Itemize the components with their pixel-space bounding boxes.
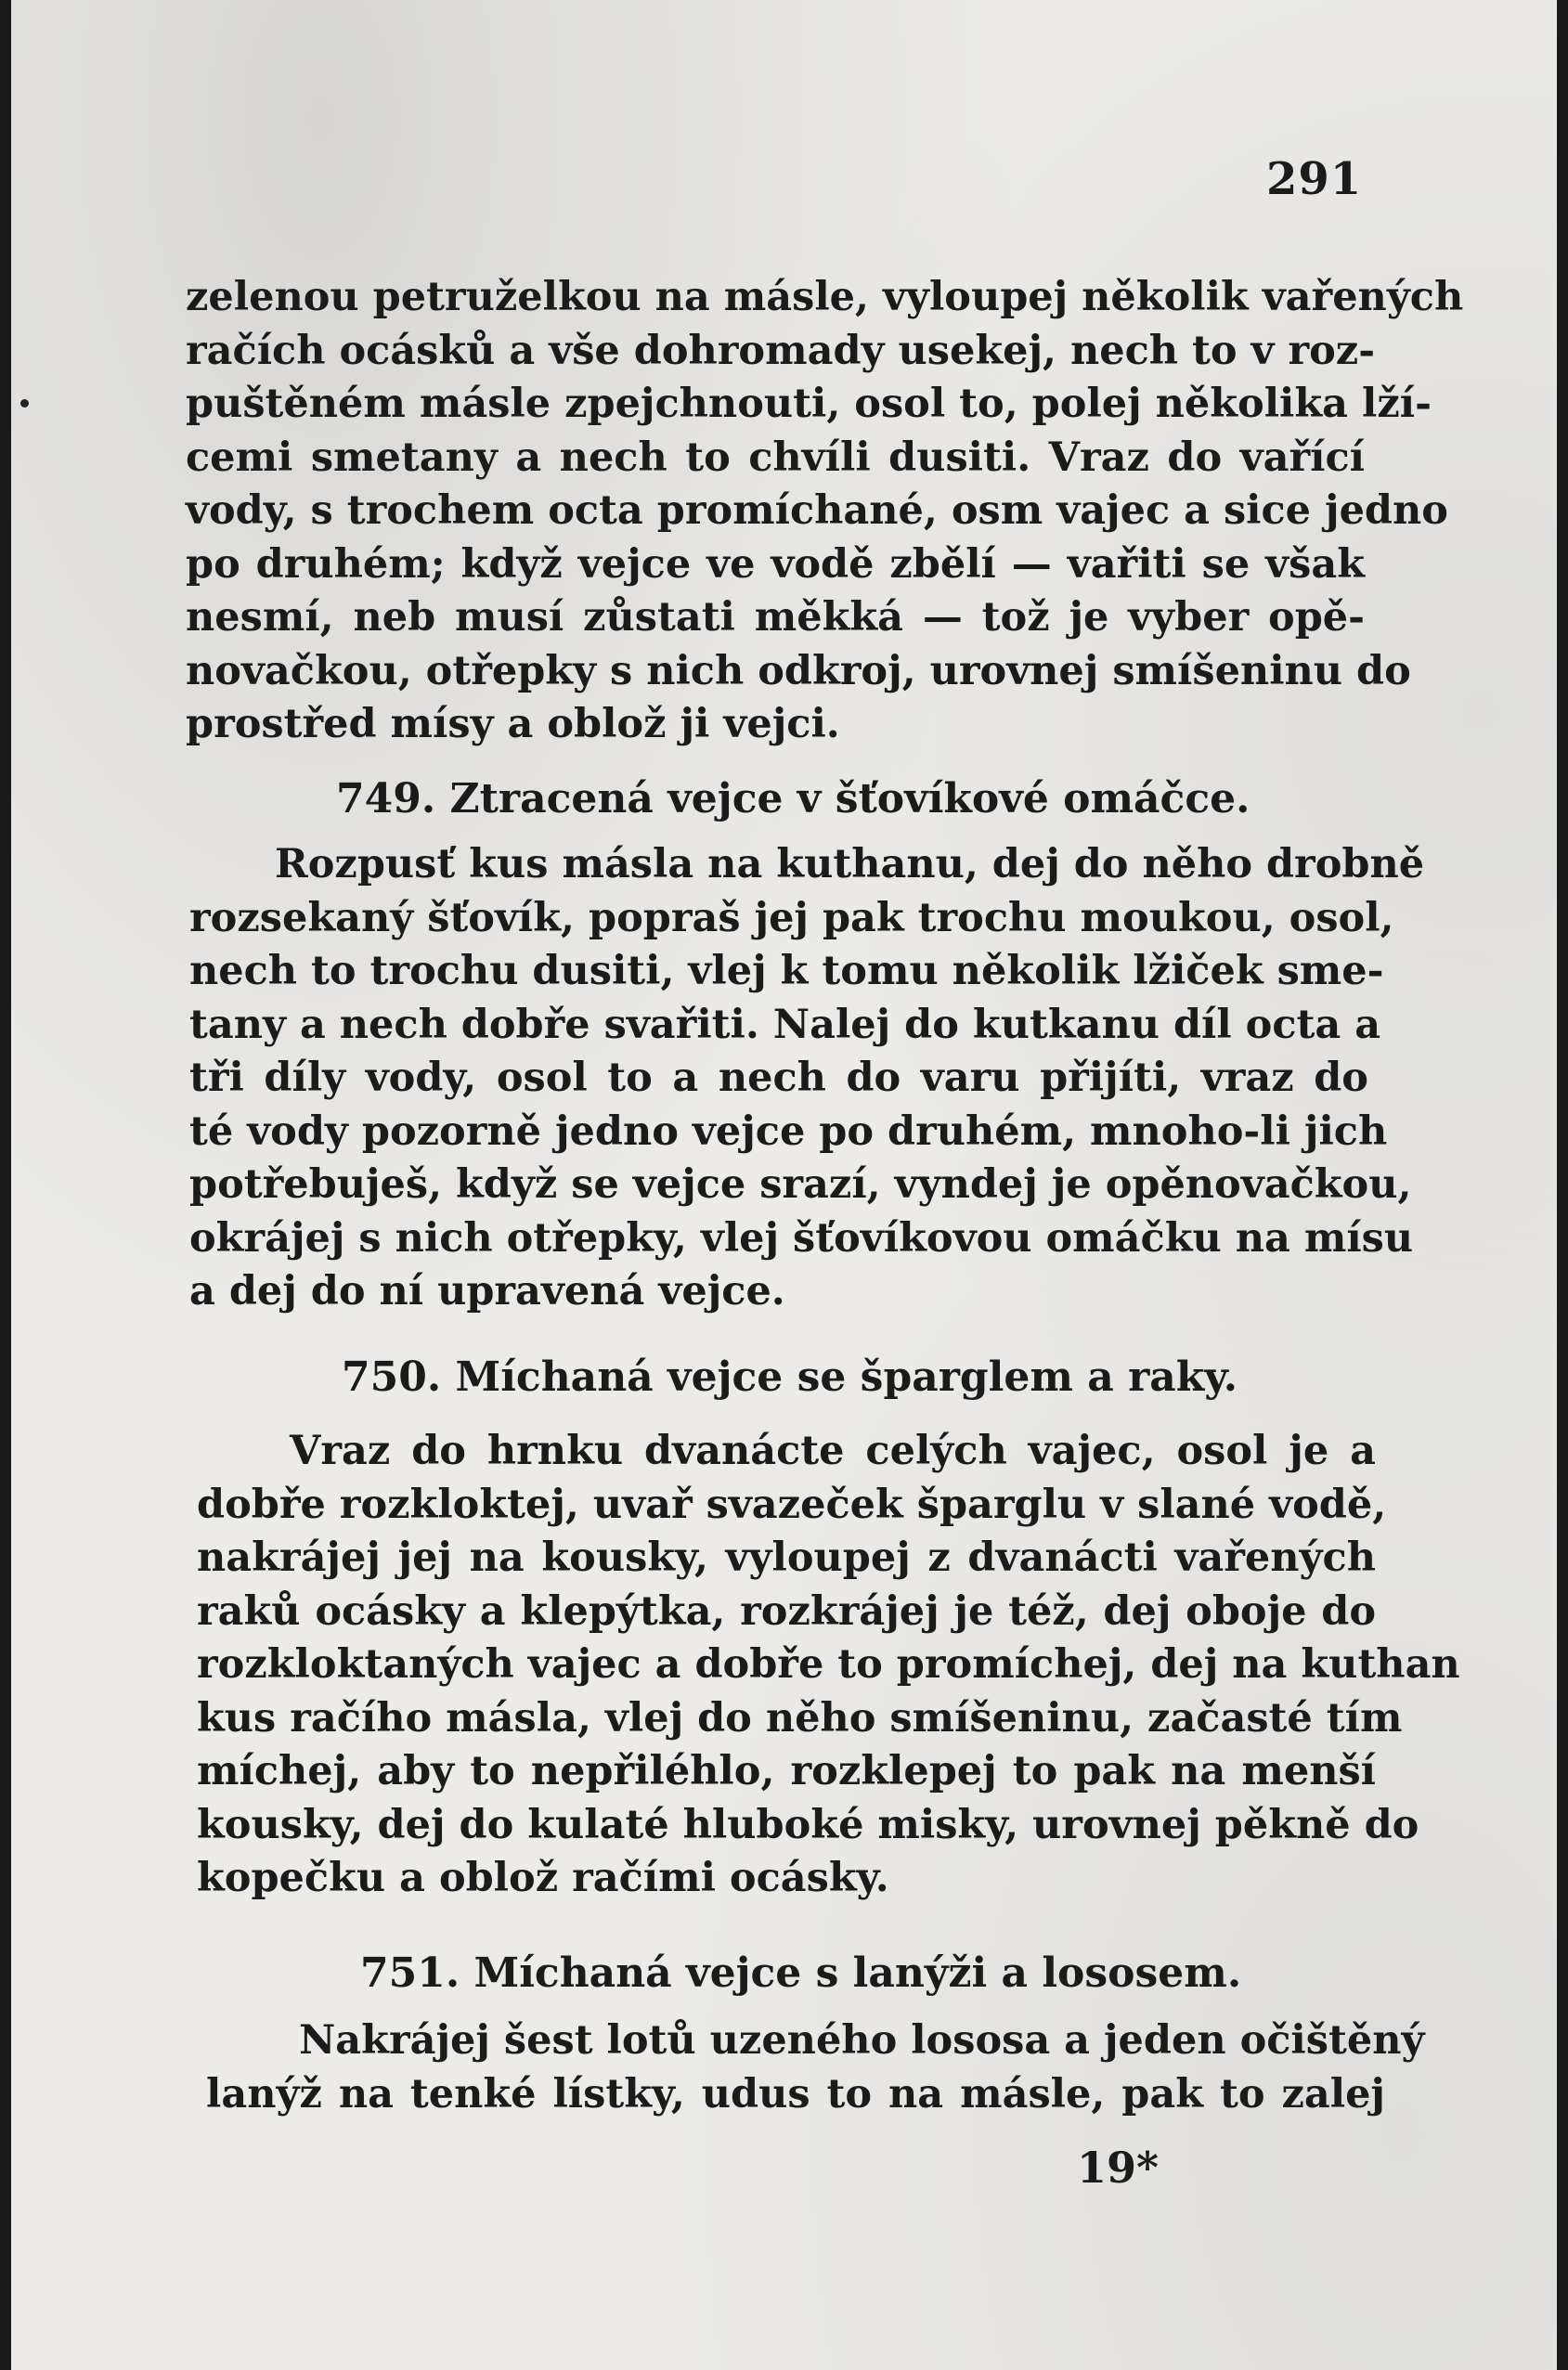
text-line: tany a nech dobře svařiti. Nalej do kutkanu díl octa a [189, 1001, 1381, 1048]
text-line: rozsekaný šťovík, popraš jej pak trochu moukou, osol, [189, 894, 1394, 941]
text-line: Rozpusť kus másla na kuthanu, dej do něho drobně [275, 841, 1425, 887]
text-line: cemi smetany a nech to chvíli dusiti. Vraz do vařící [186, 434, 1365, 481]
text-line: vody, s trochem octa promíchané, osm vajec a sice jedno [186, 487, 1448, 534]
text-line: potřebuješ, když se vejce srazí, vyndej je opěnovačkou, [189, 1161, 1412, 1208]
text-line: míchej, aby to nepřiléhlo, rozklepej to pak na menší [197, 1748, 1376, 1794]
recipe-body-750 [197, 1425, 1460, 1906]
book-page [11, 0, 1557, 2370]
page-number: 291 [1266, 153, 1363, 205]
text-line: prostřed mísy a oblož ji vejci. [186, 701, 840, 747]
text-line: lanýž na tenké lístky, udus to na másle, pak to zalej [206, 2070, 1385, 2117]
text-line: puštěném másle zpejchnouti, osol to, polej několika lží- [186, 381, 1432, 427]
recipe-heading-750: 750. Míchaná vejce se šparglem a raky. [342, 1353, 1238, 1401]
signature-mark: 19* [1077, 2143, 1160, 2193]
text-line: Vraz do hrnku dvanácte celých vajec, osol je a [290, 1428, 1376, 1474]
text-line: té vody pozorně jedno vejce po druhém, mnoho-li jich [189, 1107, 1388, 1155]
recipe-heading-749: 749. Ztracená vejce v šťovíkové omáčce. [336, 775, 1251, 822]
text-line: a dej do ní upravená vejce. [189, 1268, 785, 1315]
text-line: zelenou petruželkou na másle, vyloupej několik vařených [186, 274, 1464, 320]
text-line: kus račího másla, vlej do něho smíšeninu, začasté tím [197, 1694, 1403, 1742]
text-line: novačkou, otřepky s nich odkroj, urovnej smíšeninu do [186, 647, 1411, 694]
text-line: okrájej s nich otřepky, vlej šťovíkovou omáčku na mísu [189, 1214, 1414, 1262]
text-line: po druhém; když vejce ve vodě zbělí — vařiti se však [186, 540, 1365, 588]
text-line: nech to trochu dusiti, vlej k tomu několik lžiček sme- [189, 948, 1384, 994]
text-line: nakrájej jej na kousky, vyloupej z dvanácti vařených [197, 1535, 1376, 1581]
recipe-heading-751: 751. Míchaná vejce s lanýži a lososem. [360, 1949, 1242, 1997]
intro-paragraph [186, 271, 1464, 752]
text-line: raků ocásky a klepýtka, rozkrájej je též, dej oboje do [197, 1587, 1376, 1635]
text-line: rozkloktaných vajec a dobře to promíchej, dej na kuthan [197, 1641, 1460, 1688]
text-line: račích ocásků a vše dohromady usekej, nech to v roz- [186, 327, 1376, 374]
text-line: tři díly vody, osol to a nech do varu přijíti, vraz do [189, 1055, 1368, 1101]
text-line: Nakrájej šest lotů uzeného lososa a jeden očištěný [299, 2017, 1425, 2064]
recipe-body-749 [189, 838, 1425, 1319]
text-line: kousky, dej do kulaté hluboké misky, urovnej pěkně do [197, 1801, 1419, 1848]
text-line: dobře rozkloktej, uvař svazeček šparglu v slané vodě, [197, 1481, 1387, 1528]
ink-speck [20, 399, 29, 408]
text-line: nesmí, neb musí zůstati měkká — tož je vyber opě- [186, 594, 1365, 641]
text-line: kopečku a oblož račími ocásky. [197, 1855, 889, 1901]
recipe-body-751 [206, 2014, 1425, 2121]
